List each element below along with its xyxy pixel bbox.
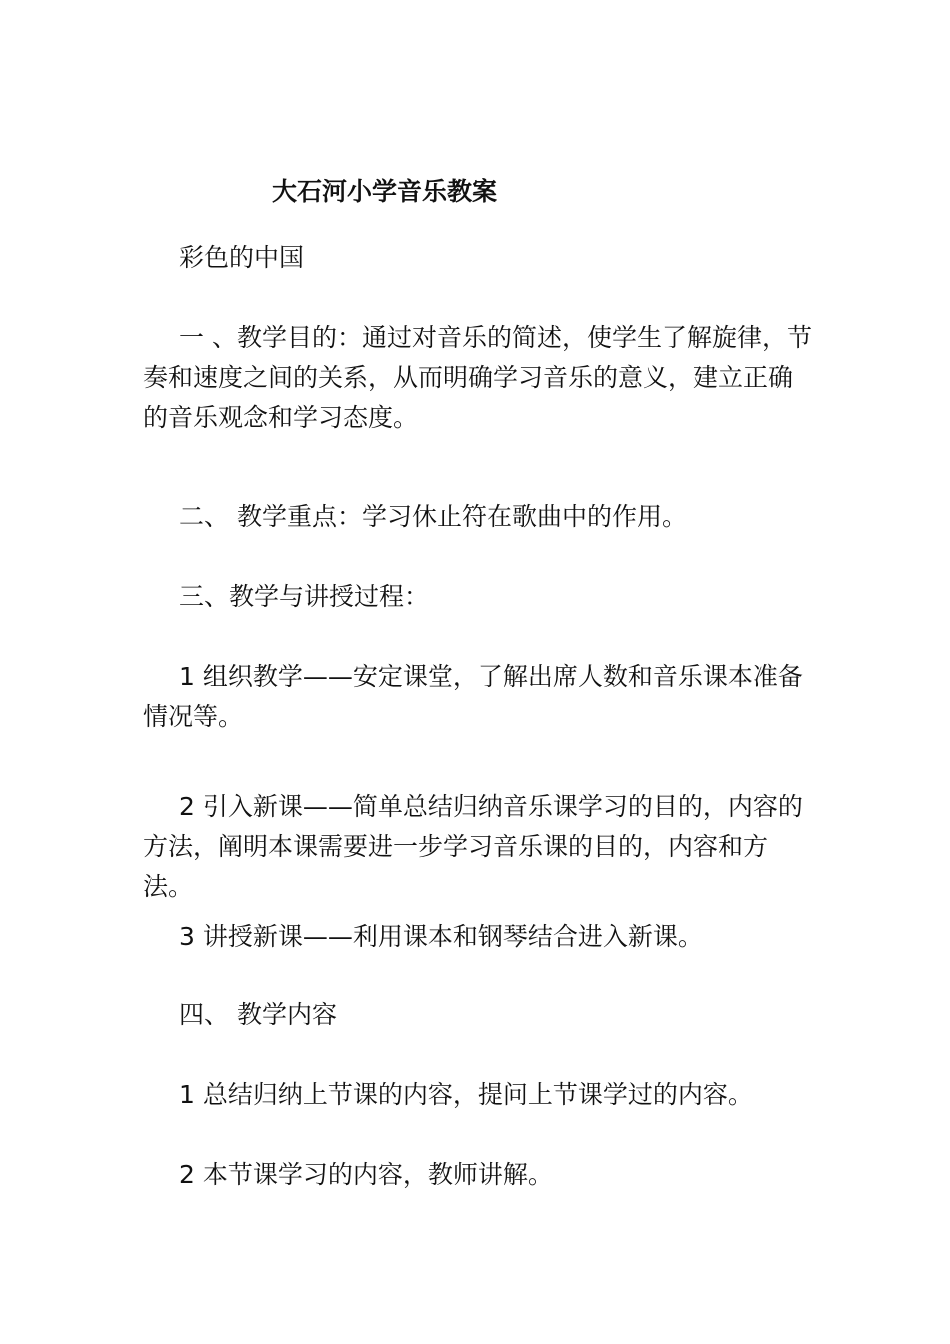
paragraph-teaching-goal: 一 、教学目的：通过对音乐的简述，使学生了解旋律，节奏和速度之间的关系，从而明确学习音乐的意义，建立正确的音乐观念和学习态度。 <box>143 323 812 432</box>
paragraph-current-content: 2 本节课学习的内容，教师讲解。 <box>179 1160 553 1189</box>
lesson-subtitle: 彩色的中国 <box>179 243 305 272</box>
paragraph-organize-teaching: 1 组织教学——安定课堂，了解出席人数和音乐课本准备情况等。 <box>143 662 803 731</box>
document-title: 大石河小学音乐教案 <box>272 177 498 206</box>
paragraph-content-heading: 四、 教学内容 <box>179 1000 337 1029</box>
paragraph-teaching-focus: 二、 教学重点：学习休止符在歌曲中的作用。 <box>179 502 687 531</box>
paragraph-review-content: 1 总结归纳上节课的内容，提问上节课学过的内容。 <box>179 1080 753 1109</box>
paragraph-teach-new-lesson: 3 讲授新课——利用课本和钢琴结合进入新课。 <box>179 922 703 951</box>
paragraph-process-heading: 三、教学与讲授过程： <box>179 582 430 611</box>
paragraph-introduce-lesson: 2 引入新课——简单总结归纳音乐课学习的目的，内容的方法，阐明本课需要进一步学习音乐课的目的，内容和方法。 <box>143 792 803 901</box>
